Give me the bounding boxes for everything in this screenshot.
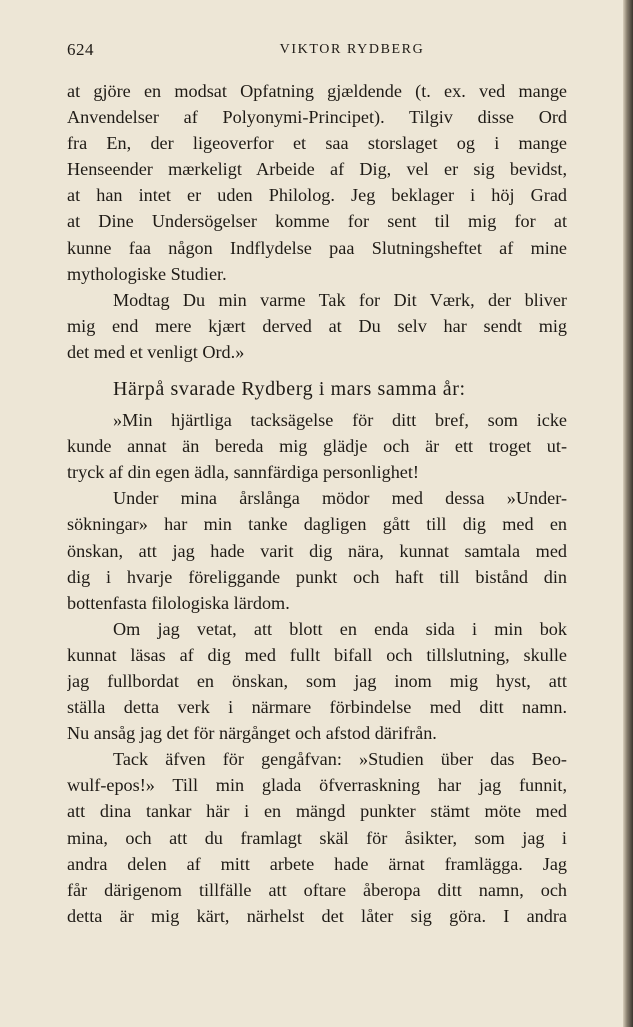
text-line: at Dine Undersögelser komme for sent til mig for at	[67, 211, 567, 232]
text-line: kunne faa någon Indflydelse paa Slutningsheftet af mine	[67, 237, 567, 258]
text-line: Henseender mærkeligt Arbeide af Dig, vel er sig bevidst,	[67, 159, 567, 180]
text-line: Nu ansåg jag det för närgånget och afstod därifrån.	[67, 723, 437, 744]
text-line: tryck af din egen ädla, sannfärdiga personlighet!	[67, 462, 419, 483]
text-line: fra En, der ligeoverfor et saa storslaget og i mange	[67, 133, 567, 154]
text-line: sökningar» har min tanke dagligen gått till dig med en	[67, 514, 567, 535]
text-line: Om jag vetat, att blott en enda sida i min bok	[113, 618, 567, 639]
page-number: 624	[67, 40, 94, 59]
text-line: ställa detta verk i närmare förbindelse med ditt namn.	[67, 697, 567, 718]
text-line: wulf-epos!» Till min glada öfverraskning har jag funnit,	[67, 775, 567, 796]
text-line: att dina tankar här i en mängd punkter stämt möte med	[67, 801, 567, 822]
text-line: at han intet er uden Philolog. Jeg beklager i höj Grad	[67, 185, 567, 206]
text-line: Under mina årslånga mödor med dessa »Under-	[113, 488, 567, 509]
text-line: bottenfasta filologiska lärdom.	[67, 592, 290, 613]
text-line: detta är mig kärt, närhelst det låter sig göra. I andra	[67, 905, 567, 926]
text-line: Modtag Du min varme Tak for Dit Værk, der bliver	[113, 289, 567, 310]
page-header	[67, 40, 567, 62]
text-line: får därigenom tillfälle att oftare åberopa ditt namn, och	[67, 879, 567, 900]
text-line: Tack äfven för gengåfvan: »Studien über das Beo-	[113, 749, 567, 770]
text-line: jag fullbordat en önskan, som jag inom mig hyst, att	[67, 670, 567, 691]
text-line: at gjöre en modsat Opfatning gjældende (t. ex. ved mange	[67, 81, 567, 101]
text-line: Anvendelser af Polyonymi-Principet). Tilgiv disse Ord	[67, 107, 567, 128]
text-line: »Min hjärtliga tacksägelse för ditt bref, som icke	[113, 410, 567, 431]
text-line: mig end mere kjært derved at Du selv har sendt mig	[67, 315, 567, 336]
page-edge	[623, 0, 633, 1027]
text-line: mythologiske Studier.	[67, 263, 227, 284]
text-line: det med et venligt Ord.»	[67, 341, 245, 362]
body-text	[67, 78, 567, 929]
text-line: dig i hvarje föreliggande punkt och haft till bistånd din	[67, 566, 567, 587]
text-line: mina, och att du framlagt skäl för åsikter, som jag i	[67, 827, 567, 848]
text-line: kunnat läsas af dig med fullt bifall och tillslutning, skulle	[67, 644, 567, 665]
text-line: önskan, att jag hade varit dig nära, kunnat samtala med	[67, 540, 567, 561]
section-heading: Härpå svarade Rydberg i mars samma år:	[113, 378, 466, 401]
text-line: andra delen af mitt arbete hade ärnat framlägga. Jag	[67, 853, 567, 874]
running-head: VIKTOR RYDBERG	[279, 42, 425, 57]
text-line: kunde annat än bereda mig glädje och är ett troget ut-	[67, 436, 567, 457]
